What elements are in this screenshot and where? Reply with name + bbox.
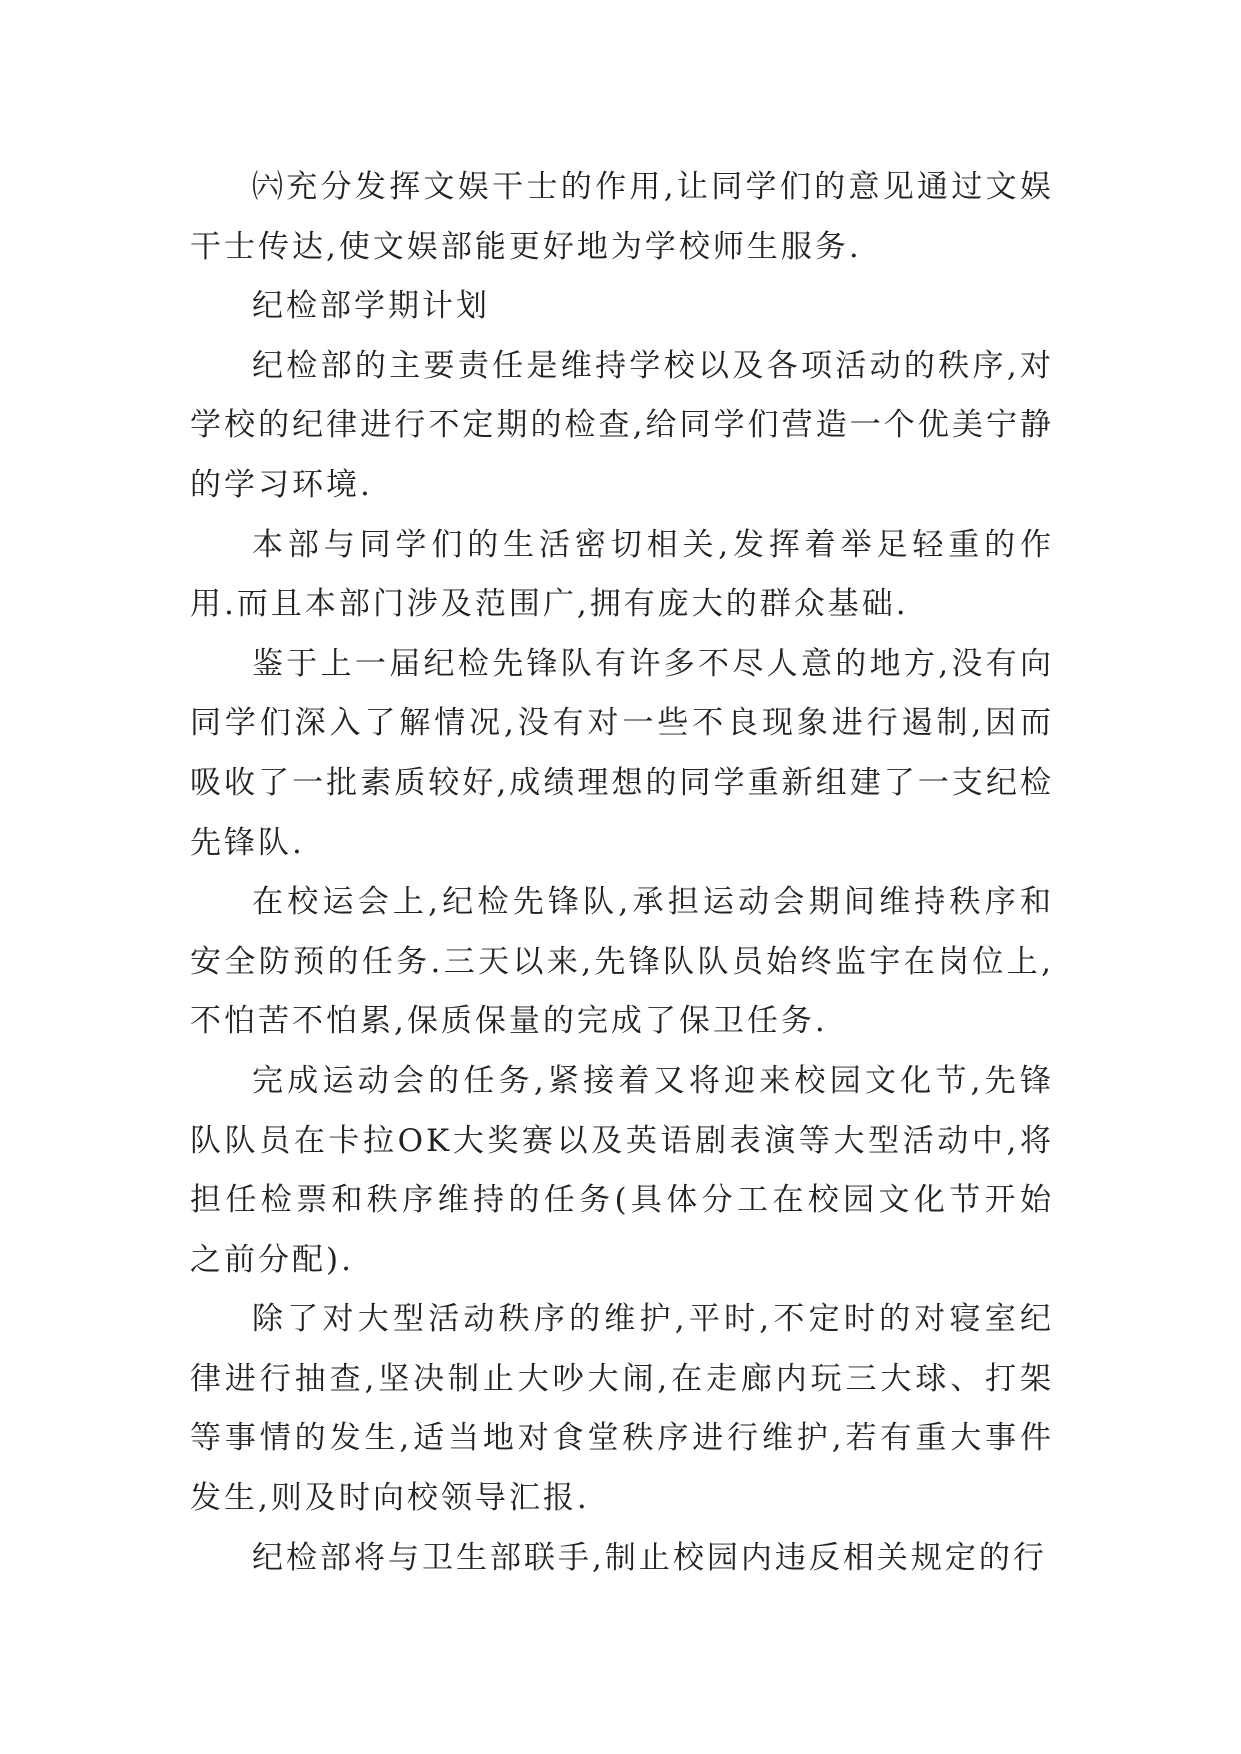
paragraph-vanguard-rebuild: 鉴于上一届纪检先锋队有许多不尽人意的地方,没有向同学们深入了解情况,没有对一些不良现象进行遏制,因而吸收了一批素质较好,成绩理想的同学重新组建了一支纪检先锋队. (190, 645, 1054, 861)
paragraph-discipline-responsibility: 纪检部的主要责任是维持学校以及各项活动的秩序,对学校的纪律进行不定期的检查,给同学们营造一个优美宁静的学习环境. (190, 347, 1054, 503)
paragraph-literature-entertainment-item-6: ㈥充分发挥文娱干士的作用,让同学们的意见通过文娱干士传达,使文娱部能更好地为学校师生服务. (190, 169, 1054, 265)
paragraph-department-importance: 本部与同学们的生活密切相关,发挥着举足轻重的作用.而且本部门涉及范围广,拥有庞大的群众基础. (190, 526, 1054, 623)
paragraph-culture-festival: 完成运动会的任务,紧接着又将迎来校园文化节,先锋队队员在卡拉OK大奖赛以及英语剧表演等大型活动中,将担任检票和秩序维持的任务(具体分工在校园文化节开始之前分配). (190, 1062, 1054, 1278)
paragraph-sports-meeting: 在校运会上,纪检先锋队,承担运动会期间维持秩序和安全防预的任务.三天以来,先锋队队员始终监宇在岗位上,不怕苦不怕累,保质保量的完成了保卫任务. (190, 884, 1054, 1040)
paragraph-routine-maintenance: 除了对大型活动秩序的维护,平时,不定时的对寝室纪律进行抽查,坚决制止大吵大闹,在走廊内玩三大球、打架等事情的发生,适当地对食堂秩序进行维护,若有重大事件发生,则及时向校领导汇报. (190, 1301, 1054, 1517)
document-body (190, 158, 1054, 1588)
section-heading-discipline-plan: 纪检部学期计划 (252, 288, 490, 325)
paragraph-cooperation-health-department: 纪检部将与卫生部联手,制止校园内违反相关规定的行 (252, 1539, 1047, 1576)
